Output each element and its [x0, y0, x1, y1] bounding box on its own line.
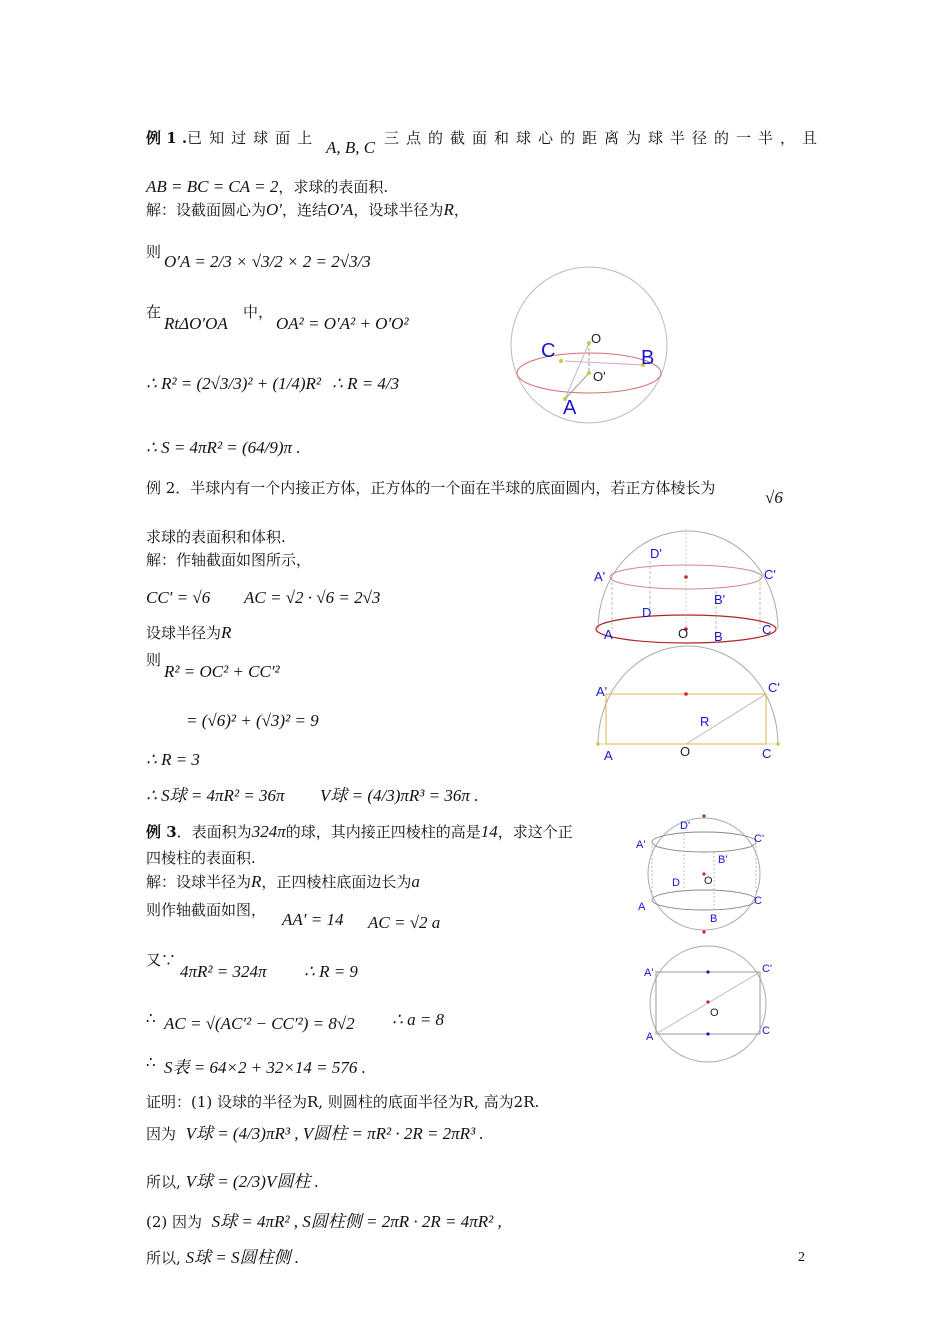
- fig3-radius: [686, 694, 766, 744]
- fig4-label-a-prime: A': [636, 839, 646, 851]
- fig5-point-bottom: [706, 1032, 709, 1035]
- fig5-circle: [650, 946, 766, 1062]
- fig4-label-c: C: [754, 895, 762, 907]
- fig1-label-b: B: [641, 347, 655, 369]
- fig2-label-b: B: [714, 629, 723, 644]
- figure-3-section: [590, 642, 790, 766]
- fig3-point-left: [596, 742, 600, 746]
- ex1-ze: 则: [146, 243, 162, 261]
- fig4-bottom-circle: [652, 890, 756, 910]
- ex1-eq-s: ∴ S = 4πR² = (64/9)π .: [146, 438, 301, 457]
- ex2-line4: 设球半径为R: [146, 623, 232, 642]
- fig1-label-c: C: [541, 340, 556, 362]
- figure-2-hemisphere: [590, 525, 790, 645]
- fig4-point-top: [702, 814, 705, 817]
- fig4-point-bottom: [702, 930, 705, 933]
- fig3-label-r: R: [700, 714, 710, 729]
- proof-line1: 证明：(1) 设球的半径为R, 则圆柱的底面半径为R, 高为2R.: [146, 1093, 540, 1111]
- fig2-dome: [598, 531, 778, 629]
- ex1-eq-r: ∴ R = 4/3: [332, 374, 400, 393]
- fig4-top-circle: [652, 832, 756, 852]
- ex1-heading: 例 1 .: [146, 129, 188, 147]
- fig3-point-top: [684, 692, 688, 696]
- fig3-label-o: O: [680, 744, 691, 759]
- fig2-label-c-prime: C': [764, 567, 776, 582]
- fig3-point-right: [776, 742, 780, 746]
- fig3-label-c: C: [762, 746, 772, 761]
- ex2-eq-r2: R² = OC² + CC′²: [164, 662, 280, 681]
- ex3-therefore-2: ∴: [146, 1053, 156, 1071]
- fig4-label-b: B: [710, 913, 718, 925]
- fig5-label-a: A: [646, 1031, 654, 1043]
- fig5-label-o: O: [710, 1007, 719, 1019]
- ex1-text-b: 三点的截面和球心的距离为球半径的一半，且: [384, 129, 825, 147]
- fig1-point-c: [559, 359, 563, 363]
- ex3-solution: 解：设球半径为R，正四棱柱底面边长为a: [146, 872, 420, 891]
- ex2-line1: 例 2．半球内有一个内接正方体，正方体的一个面在半球的底面圆内，若正方体棱长为: [146, 479, 716, 497]
- ex2-eq-sum: = (√6)² + (√3)² = 9: [186, 711, 319, 730]
- fig3-label-a: A: [604, 748, 613, 763]
- figure-5-section: [632, 942, 773, 1066]
- fig4-label-c-prime: C': [754, 833, 765, 845]
- ex1-zhong: 中，: [243, 303, 274, 321]
- ex2-eq-s: ∴ S球 = 4πR² = 36π: [146, 786, 285, 805]
- page-number: 2: [798, 1250, 805, 1265]
- fig1-radius: [565, 373, 589, 399]
- ex3-line2: 四棱柱的表面积.: [146, 849, 256, 867]
- fig4-label-a: A: [638, 901, 646, 913]
- fig1-label-o: O: [591, 331, 602, 346]
- ex3-eq-r: ∴ R = 9: [304, 962, 358, 981]
- ex3-eq-a: ∴ a = 8: [392, 1010, 445, 1029]
- figure-4-sphere-prism: [632, 812, 768, 932]
- fig2-label-a: A: [604, 627, 613, 642]
- fig4-label-o: O: [704, 875, 713, 887]
- fig2-label-b-prime: B': [714, 592, 726, 607]
- proof-line4: (2) 因为 S球 = 4πR² , S圆柱侧 = 2πR · 2R = 4πR² ,: [146, 1212, 502, 1231]
- ex3-therefore: ∴: [146, 1009, 156, 1027]
- ex3-you: 又∵: [146, 951, 177, 969]
- proof-line3: 所以, V球 = (2/3)V圆柱 .: [146, 1172, 319, 1191]
- fig3-label-c-prime: C': [768, 680, 780, 695]
- ex2-eq-cc: CC′ = √6: [146, 588, 211, 607]
- ex2-eq-ac: AC = √2 · √6 = 2√3: [244, 588, 381, 607]
- ex3-eq-aa: AA′ = 14: [282, 910, 344, 929]
- ex2-edge: √6: [765, 488, 783, 507]
- fig5-label-c: C: [762, 1025, 770, 1037]
- ex1-zai: 在: [146, 303, 162, 321]
- ex3-line4: 则作轴截面如图，: [146, 901, 267, 919]
- fig1-point-o-prime: [587, 371, 591, 375]
- fig4-label-b-prime: B': [718, 854, 728, 866]
- ex1-solution: 解：设截面圆心为O′，连结O′A，设球半径为R，: [146, 200, 469, 219]
- fig2-label-d: D: [642, 605, 652, 620]
- ex1-eq-r2: ∴ R² = (2√3/3)² + (1/4)R²: [146, 374, 321, 393]
- ex2-eq-r: ∴ R = 3: [146, 750, 200, 769]
- fig3-rectangle: [606, 694, 766, 744]
- ex2-ze: 则: [146, 651, 162, 669]
- ex1-line1: 例 1 .已知过球面上: [146, 129, 320, 147]
- ex3-eq-area: 4πR² = 324π: [180, 962, 267, 981]
- proof-line2: 因为 V球 = (4/3)πR³ , V圆柱 = πR² · 2R = 2πR³ .: [146, 1124, 484, 1143]
- ex1-line2: AB = BC = CA = 2，求球的表面积.: [146, 177, 389, 196]
- fig5-label-a-prime: A': [644, 967, 654, 979]
- fig5-point-top: [706, 970, 709, 973]
- proof-line5: 所以, S球 = S圆柱侧 .: [146, 1248, 300, 1267]
- fig2-label-c: C: [762, 622, 772, 637]
- ex2-line3: 解：作轴截面如图所示，: [146, 551, 312, 569]
- fig5-label-c-prime: C': [762, 963, 773, 975]
- fig2-label-a-prime: A': [594, 569, 606, 584]
- fig1-chord: [565, 361, 643, 365]
- ex1-eq-oa: O′A = 2/3 × √3/2 × 2 = 2√3/3: [164, 252, 371, 271]
- fig2-label-d-prime: D': [650, 546, 662, 561]
- ex1-triangle: RtΔO′OA: [164, 314, 228, 333]
- ex3-eq-s: S表 = 64×2 + 32×14 = 576 .: [164, 1058, 366, 1077]
- fig1-label-o-prime: O': [593, 369, 606, 384]
- ex3-line1: 例 3．表面积为324π的球，其内接正四棱柱的高是14，求这个正: [146, 822, 573, 841]
- fig4-label-d-prime: D': [680, 820, 691, 832]
- ex3-eq-ac: AC = √2 a: [368, 913, 441, 932]
- ex3-eq-ac2: AC = √(AC′² − CC′²) = 8√2: [164, 1014, 355, 1033]
- fig1-label-a: A: [563, 397, 577, 419]
- ex3-heading: 例 3: [146, 823, 177, 841]
- fig2-label-o: O: [678, 626, 689, 641]
- fig3-arc: [598, 646, 778, 744]
- fig3-label-a-prime: A': [596, 684, 608, 699]
- ex2-line2: 求球的表面积和体积.: [146, 528, 286, 546]
- fig1-oa: [565, 343, 589, 399]
- ex1-eq-pythag: OA² = O′A² + O′O²: [276, 314, 409, 333]
- fig4-label-d: D: [672, 877, 680, 889]
- figure-1-sphere: [505, 265, 673, 425]
- fig2-point-top-center: [684, 575, 688, 579]
- ex1-points: A, B, C: [326, 138, 376, 157]
- fig5-point-o: [706, 1000, 709, 1003]
- ex2-eq-v: V球 = (4/3)πR³ = 36π .: [320, 786, 479, 805]
